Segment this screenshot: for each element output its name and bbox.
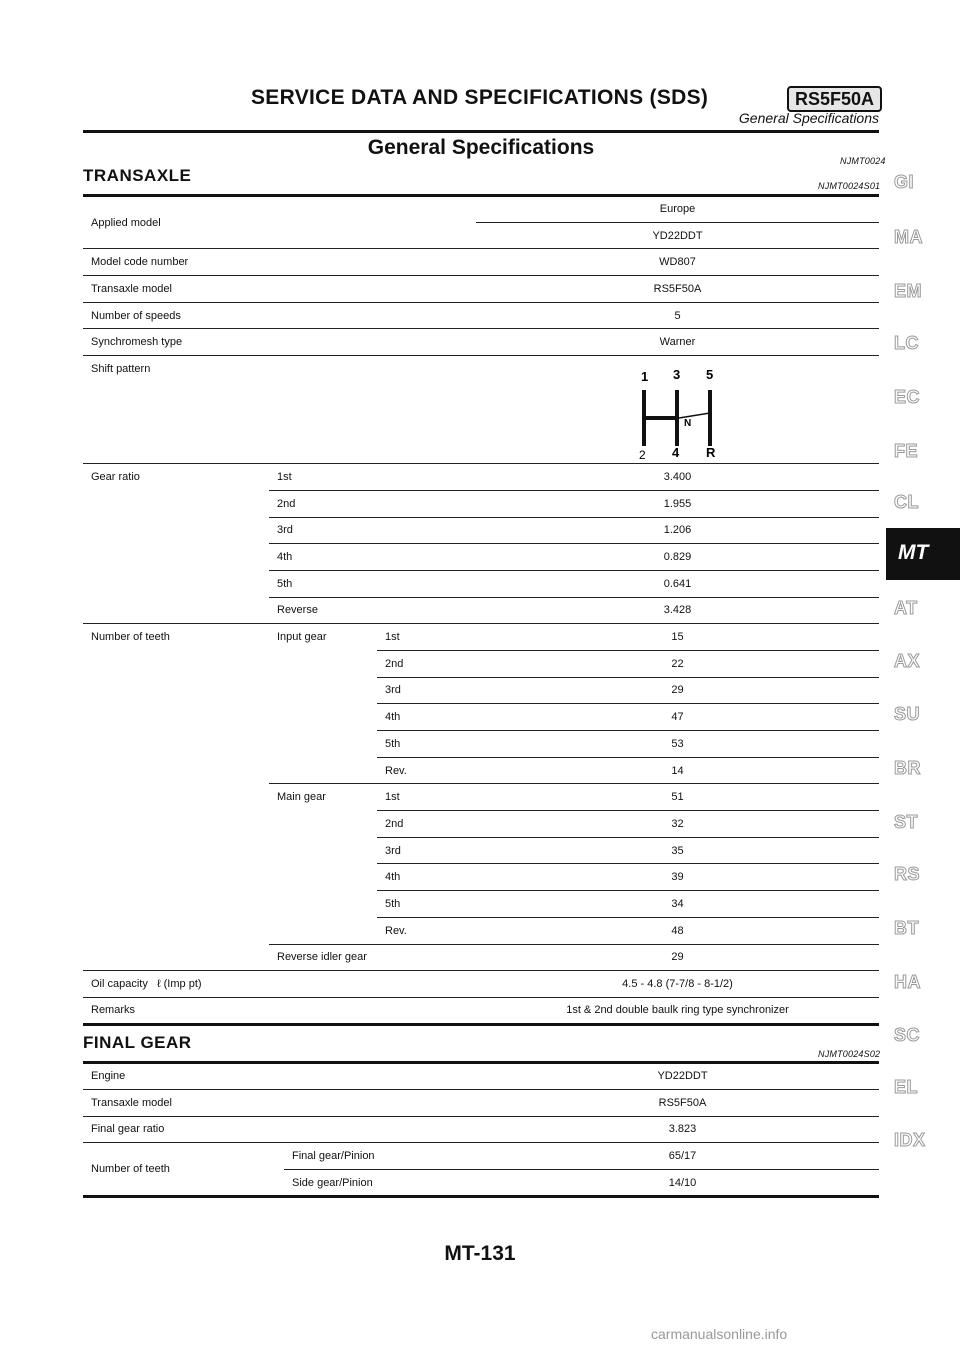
main-gear-gear: 3rd [377,837,476,864]
input-gear-gear: 1st [377,624,476,651]
final-pinion-label: Final gear/Pinion [284,1143,486,1170]
side-tab-gi[interactable]: GI [894,172,915,192]
oil-unit-text: ℓ (Imp pt) [157,978,202,991]
final-gear-tag: NJMT0024S02 [818,1049,881,1059]
oil-label-text: Oil capacity [91,978,148,991]
final-gear-heading: FINAL GEAR [83,1033,192,1052]
model-code-value: WD807 [476,249,879,276]
gear-ratio-gear: 5th [269,570,476,597]
gear-ratio-gear: 1st [269,464,476,491]
table-row [83,624,879,651]
main-gear-gear: 1st [377,784,476,811]
main-gear-value: 34 [476,891,879,918]
table-row [83,1089,879,1116]
model-code-label: Model code number [83,249,476,276]
final-ratio-label: Final gear ratio [83,1116,486,1143]
reverse-idler-value: 29 [476,944,879,971]
side-tab-em[interactable]: EM [894,281,922,301]
table-row [83,276,879,303]
transaxle-model-label: Transaxle model [83,276,476,303]
input-gear-value: 47 [476,704,879,731]
main-gear-label: Main gear [269,784,377,944]
shift-neutral-bar [642,416,679,420]
shift-gear-2: 2 [638,447,646,460]
final-transaxle-model-label: Transaxle model [83,1089,486,1116]
final-side-label: Side gear/Pinion [292,1176,373,1189]
gear-ratio-value: 0.641 [476,570,879,597]
side-tab-active-label: MT [898,541,929,564]
side-tab-sc[interactable]: SC [894,1025,921,1045]
input-gear-gear: 2nd [377,650,476,677]
transaxle-tag: NJMT0024S01 [818,181,881,191]
remarks-label: Remarks [83,997,476,1024]
gear-ratio-value: 1.206 [476,517,879,544]
speeds-value: 5 [476,302,879,329]
shift-gear-4: 4 [671,444,679,460]
shift-pattern-cell [476,356,879,464]
synchro-value: Warner [476,329,879,356]
remarks-value: 1st & 2nd double baulk ring type synchronizer [476,997,879,1024]
page-header [83,84,879,128]
side-tab-ha[interactable]: HA [894,972,921,992]
transaxle-heading: TRANSAXLE [83,166,192,185]
table-row [83,997,879,1024]
table-row [83,302,879,329]
speeds-label: Number of speeds [83,302,476,329]
final-gear-table [83,1061,879,1198]
header-title: SERVICE DATA AND SPECIFICATIONS (SDS) [251,86,709,109]
shift-gear-3: 3 [672,366,680,382]
side-tab-ma[interactable]: MA [894,227,923,247]
input-gear-gear: 3rd [377,677,476,704]
oil-capacity-value: 4.5 - 4.8 (7-7/8 - 8-1/2) [476,971,879,998]
side-tab-cl[interactable]: CL [894,492,919,512]
final-ratio-value: 3.823 [486,1116,879,1143]
main-gear-value: 39 [476,864,879,891]
input-gear-gear: 4th [377,704,476,731]
header-rule [83,130,879,133]
side-tab-lc[interactable]: LC [894,333,919,353]
main-gear-gear: 4th [377,864,476,891]
main-gear-value: 48 [476,917,879,944]
final-side-value: 14/10 [668,1176,697,1189]
applied-model-engine: YD22DDT [476,222,879,249]
side-tab-active[interactable] [886,528,960,580]
table-row [83,329,879,356]
gear-ratio-value: 3.400 [476,464,879,491]
page-number: MT-131 [444,1242,516,1265]
reverse-idler-label: Reverse idler gear [269,944,476,971]
applied-model-region: Europe [476,196,879,223]
main-gear-gear: 2nd [377,811,476,838]
input-gear-value: 53 [476,731,879,758]
input-gear-value: 22 [476,650,879,677]
applied-model-label: Applied model [83,196,476,249]
table-row [83,1143,879,1170]
main-gear-value: 35 [476,837,879,864]
engine-label: Engine [83,1063,486,1090]
shift-gear-5: 5 [705,366,713,382]
side-tab-br[interactable]: BR [894,758,921,778]
section-tag: NJMT0024 [840,156,886,166]
gear-ratio-value: 3.428 [476,597,879,624]
side-tab-idx[interactable]: IDX [894,1130,926,1150]
input-gear-value: 14 [476,757,879,784]
transaxle-model-value: RS5F50A [476,276,879,303]
final-transaxle-model-value: RS5F50A [486,1089,879,1116]
gear-ratio-label: Gear ratio [83,464,269,624]
input-gear-gear: Rev. [377,757,476,784]
final-pinion-value: 65/17 [486,1143,879,1170]
transaxle-table [83,194,879,1026]
side-tab-ax[interactable]: AX [894,651,921,671]
synchro-label: Synchromesh type [83,329,476,356]
shift-gear-n: N [683,417,691,429]
table-row [83,464,879,491]
input-gear-label: Input gear [269,624,377,784]
input-gear-value: 15 [476,624,879,651]
table-row [83,1063,879,1090]
main-gear-value: 32 [476,811,879,838]
side-tab-st[interactable]: ST [894,812,919,832]
gear-ratio-gear: 4th [269,544,476,571]
gear-ratio-value: 1.955 [476,490,879,517]
final-teeth-label: Number of teeth [91,1163,170,1176]
side-tab-el[interactable]: EL [894,1077,919,1097]
input-gear-value: 29 [476,677,879,704]
shift-pattern-diagram [628,364,728,460]
header-badge: RS5F50A [787,86,882,112]
table-row [83,971,879,998]
engine-value: YD22DDT [486,1063,879,1090]
side-tab-bt[interactable]: BT [894,918,919,938]
gear-ratio-value: 0.829 [476,544,879,571]
header-subtitle: General Specifications [738,110,879,126]
shift-gear-r: R [705,444,715,460]
teeth-label: Number of teeth [83,624,269,971]
side-tab-rs[interactable]: RS [894,864,921,884]
side-tab-su[interactable]: SU [894,704,921,724]
main-gear-value: 51 [476,784,879,811]
shift-pattern-label: Shift pattern [83,356,476,464]
table-row [83,249,879,276]
side-tab-fe[interactable]: FE [894,441,919,461]
watermark: carmanualsonline.info [651,1326,788,1342]
gear-ratio-gear: 2nd [269,490,476,517]
oil-capacity-label [83,971,476,998]
table-row [83,356,879,464]
shift-gear-1: 1 [640,368,648,384]
table-row [83,1116,879,1143]
shift-gate-right [708,390,712,446]
section-title: General Specifications [367,136,595,159]
side-tab-ec[interactable]: EC [894,387,921,407]
gear-ratio-gear: 3rd [269,517,476,544]
gear-ratio-gear: Reverse [269,597,476,624]
main-gear-gear: 5th [377,891,476,918]
side-tab-at[interactable]: AT [894,598,918,618]
table-row [83,196,879,223]
input-gear-gear: 5th [377,731,476,758]
main-gear-gear: Rev. [377,917,476,944]
